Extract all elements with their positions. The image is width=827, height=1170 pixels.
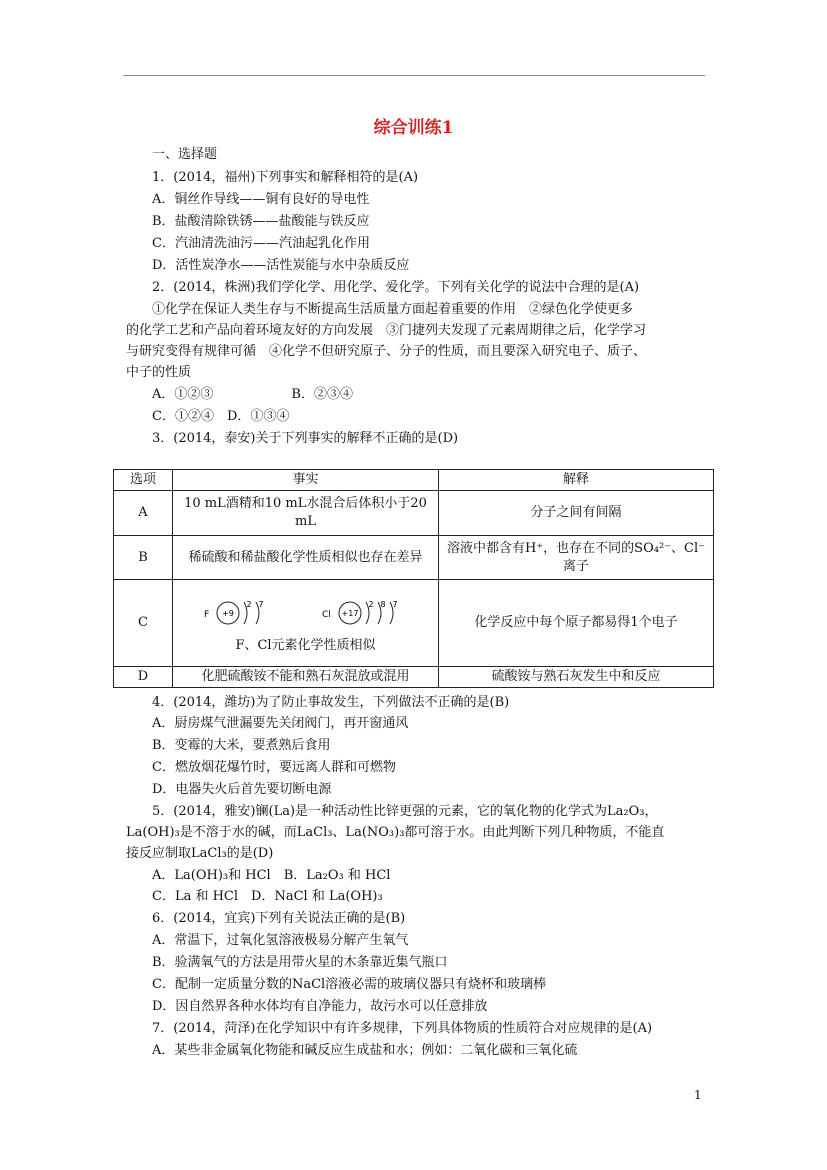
shell-electrons: 2: [245, 600, 252, 609]
page-number: 1: [694, 1088, 702, 1102]
q2-options-cd: C．①②④ D．①③④: [152, 409, 290, 424]
q2-statements-4: 中子的性质: [126, 365, 192, 380]
table-row: [114, 580, 714, 667]
q4-option-d: D．电器失火后首先要切断电源: [152, 782, 332, 797]
q5-options-ab: A．La(OH)₃和 HCl B．La₂O₃ 和 HCl: [152, 868, 391, 883]
q5-options-cd: C．La 和 HCl D．NaCl 和 La(OH)₃: [152, 889, 383, 904]
question-5: 5．(2014，雅安)镧(La)是一种活动性比锌更强的元素，它的氧化物的化学式为La₂O₃，: [152, 804, 658, 819]
page-title: 综合训练1: [373, 118, 454, 138]
row-option: D: [114, 667, 173, 688]
q7-option-a: A．某些非金属氧化物能和碱反应生成盐和水；例如：二氧化碳和三氧化硫: [152, 1043, 578, 1058]
row-option: C: [114, 580, 173, 667]
question-4: 4．(2014，潍坊)为了防止事故发生，下列做法不正确的是(B): [152, 695, 510, 710]
header-rule: [123, 75, 705, 76]
chlorine-atom-diagram: [320, 593, 412, 633]
q2-options-ab: A．①②③ B．②③④: [152, 387, 353, 402]
q2-statements-2: 的化学工艺和产品向着环境友好的方向发展 ③门捷列夫发现了元素周期律之后，化学学习: [126, 323, 647, 338]
table-header-row: [114, 470, 714, 491]
section-heading: 一、选择题: [152, 147, 218, 162]
q6-option-a: A．常温下，过氧化氢溶液极易分解产生氧气: [152, 933, 409, 948]
table-row: [114, 667, 714, 688]
atom-structure-diagrams: [177, 591, 434, 635]
row-explanation: 分子之间有间隔: [439, 491, 714, 536]
nucleus-charge: +17: [341, 609, 358, 618]
header-option: 选项: [114, 470, 173, 491]
row-fact: F、Cl元素化学性质相似: [235, 638, 376, 653]
row-fact: 化肥硫酸铵不能和熟石灰混放或混用: [173, 667, 439, 688]
facts-table: [113, 469, 714, 688]
question-1: 1．(2014，福州)下列事实和解释相符的是(A): [152, 170, 419, 185]
q6-option-c: C．配制一定质量分数的NaCl溶液必需的玻璃仪器只有烧杯和玻璃棒: [152, 977, 547, 992]
row-fact: 10 mL酒精和10 mL水混合后体积小于20 mL: [173, 491, 439, 536]
header-fact: 事实: [173, 470, 439, 491]
q1-option-c: C．汽油清洗油污——汽油起乳化作用: [152, 236, 370, 251]
fluorine-atom-diagram: [200, 593, 276, 633]
nucleus-charge: +9: [221, 609, 234, 618]
table-row: [114, 491, 714, 536]
q1-option-d: D．活性炭净水——活性炭能与水中杂质反应: [152, 258, 410, 273]
shell-electrons: 7: [257, 600, 264, 609]
q2-statements-3: 与研究变得有规律可循 ④化学不但研究原子、分子的性质，而且要深入研究电子、质子、: [126, 344, 647, 359]
q2-statements-1: ①化学在保证人类生存与不断提高生活质量方面起着重要的作用 ②绿色化学使更多: [152, 302, 634, 317]
q6-option-b: B．验满氧气的方法是用带火星的木条靠近集气瓶口: [152, 955, 448, 970]
q1-option-b: B．盐酸清除铁锈——盐酸能与铁反应: [152, 214, 370, 229]
row-fact: 稀硫酸和稀盐酸化学性质相似也存在差异: [173, 536, 439, 580]
row-option: A: [114, 491, 173, 536]
q1-option-a: A．铜丝作导线——铜有良好的导电性: [152, 192, 370, 207]
q4-option-b: B．变霉的大米，要煮熟后食用: [152, 738, 331, 753]
shell-electrons: 2: [367, 600, 374, 609]
question-3: 3．(2014，泰安)关于下列事实的解释不正确的是(D): [152, 431, 459, 446]
q6-option-d: D．因自然界各种水体均有自净能力，故污水可以任意排放: [152, 999, 488, 1014]
question-5-cont-1: La(OH)₃是不溶于水的碱，而LaCl₃、La(NO₃)₃都可溶于水。由此判断下列几种物质，不能直: [126, 825, 665, 840]
q4-option-c: C．燃放烟花爆竹时，要远离人群和可燃物: [152, 760, 396, 775]
row-fact-with-diagram: [173, 580, 439, 667]
header-explanation: 解释: [439, 470, 714, 491]
row-explanation: 溶液中都含有H⁺，也存在不同的SO₄²⁻、Cl⁻离子: [439, 536, 714, 580]
row-option: B: [114, 536, 173, 580]
question-5-cont-2: 接反应制取LaCl₃的是(D): [126, 846, 274, 861]
table-row: [114, 536, 714, 580]
atom-symbol: F: [203, 610, 209, 620]
question-6: 6．(2014，宜宾)下列有关说法正确的是(B): [152, 911, 406, 926]
shell-electrons: 8: [379, 600, 386, 609]
row-explanation: 硫酸铵与熟石灰发生中和反应: [439, 667, 714, 688]
shell-electrons: 7: [391, 600, 398, 609]
atom-symbol: Cl: [321, 610, 331, 620]
question-7: 7．(2014，菏泽)在化学知识中有许多规律，下列具体物质的性质符合对应规律的是(A): [152, 1021, 653, 1036]
question-2: 2．(2014，株洲)我们学化学、用化学、爱化学。下列有关化学的说法中合理的是(A): [152, 280, 640, 295]
q4-option-a: A．厨房煤气泄漏要先关闭阀门，再开窗通风: [152, 716, 409, 731]
row-explanation: 化学反应中每个原子都易得1个电子: [439, 580, 714, 667]
